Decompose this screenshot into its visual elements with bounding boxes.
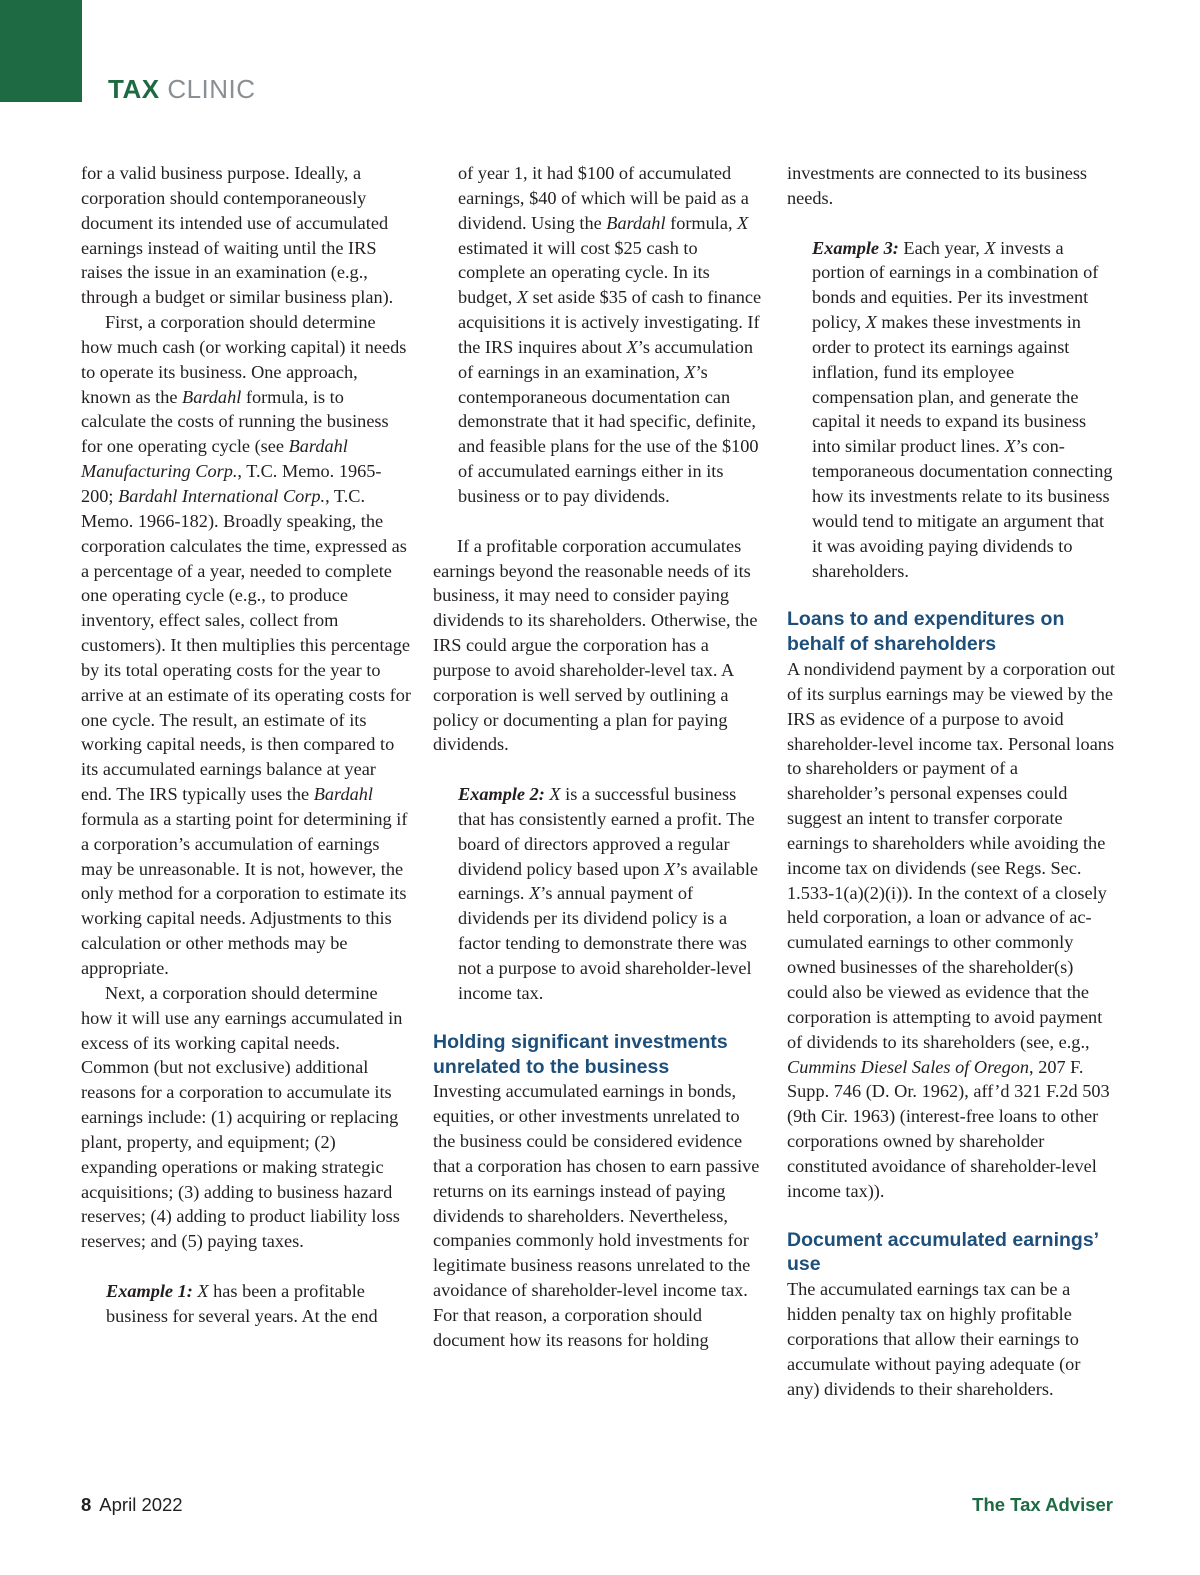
- publication-name: The Tax Adviser: [972, 1494, 1113, 1515]
- page-number: 8: [81, 1494, 92, 1515]
- section-label: [108, 74, 256, 105]
- article-column-3: [787, 161, 1117, 1402]
- section-heading: Loans to and expenditures on behalf of shareholders: [787, 608, 1065, 656]
- article-column-1: [81, 161, 411, 1329]
- page-footer-left: [81, 1494, 183, 1516]
- paragraph: investments are connected to its business needs.: [787, 163, 1088, 208]
- example-2: Example 2: X is a successful business that has consistently earned a profit. The board of directors approved a regular dividend policy based upon X’s available earnings. X’s annual payment of dividends per its dividend policy is a factor tending to demonstrate there was not a purpose to avoid shareholder-level income tax.: [458, 784, 759, 1003]
- example-3: Example 3: Each year, X invests a portion of earnings in a combination of bonds and equities. Per its investment policy, X makes these investments in order to protect its earnings against inflation, fund its employee compensation plan, and generate the capital it needs to expand its business into similar product lines. X’s contemporaneous documentation connecting how its investments relate to its business would tend to mitigate an argument that it was avoiding paying dividends to shareholders.: [812, 237, 1113, 581]
- example-1-continued: of year 1, it had $100 of accumulated earnings, $40 of which will be paid as a dividend. Using the Bardahl formula, X estimated it will cost $25 cash to complete an operating cycle. In its budget, X set aside $35 of cash to finance acquisitions it is actively investigating. If the IRS inquires about X’s accumulation of earnings in an examination, X’s contemporaneous documentation can demonstrate that it had specific, definite, and feasible plans for the use of the $100 of accumulated earnings either in its business or to pay dividends.: [458, 163, 762, 506]
- section-label-bold: TAX: [108, 74, 160, 104]
- paragraph: The accumulated earnings tax can be a hidden penalty tax on highly profitable corporations that allow their earnings to accumulate without paying adequate (or any) dividends to their shareholders.: [787, 1279, 1081, 1399]
- paragraph: A nondividend payment by a corporation out of its surplus earnings may be viewed by the IRS as evidence of a purpose to avoid shareholder-level income tax. Personal loans to shareholders or payment of a shareholder’s personal expenses could suggest an intent to transfer corporate earnings to shareholders while avoiding the income tax on dividends (see Regs. Sec. 1.533-1(a)(2)(i)). In the context of a closely held corporation, a loan or advance of accumulated earnings to other commonly owned businesses of the shareholder(s) could also be viewed as evidence that the corporation is attempting to avoid payment of dividends to its shareholders (see, e.g., Cummins Diesel Sales of Oregon, 207 F. Supp. 746 (D. Or. 1962), aff’d 321 F.2d 503 (9th Cir. 1963) (interest-free loans to other corporations owned by shareholder constituted avoidance of shareholder-level income tax)).: [787, 659, 1115, 1201]
- paragraph: for a valid business purpose. Ideally, a corporation should contemporaneously document its intended use of accumulated earnings instead of waiting until the IRS raises the issue in an examination (e.g., through a budget or similar business plan).: [81, 163, 394, 308]
- example-1-start: Example 1: X has been a profitable business for several years. At the end: [106, 1280, 378, 1326]
- paragraph: If a profitable corporation accumulates earnings beyond the reasonable needs of its business, it may need to consider paying dividends to its shareholders. Otherwise, the IRS could argue the corporation has a purpose to avoid shareholder-level tax. A corporation is well served by outlining a policy or documenting a plan for paying dividends.: [433, 535, 758, 755]
- section-color-tab: [0, 0, 82, 102]
- section-label-light: CLINIC: [167, 74, 256, 104]
- section-heading: Holding significant investments unrelated to the business: [433, 1030, 728, 1078]
- paragraph: Investing accumulated earnings in bonds, equities, or other investments unrelated to the business could be considered evidence that a corporation has chosen to earn passive returns on its earnings instead of paying dividends to shareholders. Nevertheless, companies commonly hold investments for legitimate business reasons unrelated to the avoidance of shareholder-level income tax. For that reason, a corporation should document how its reasons for holding: [433, 1081, 760, 1350]
- paragraph: Next, a corporation should determine how it will use any earnings accumulated in excess of its working capital needs. Common (but not exclusive) additional reasons for a corporation to accumulate its earnings include: (1) acquiring or replacing plant, property, and equipment; (2) expanding operations or making strategic acquisitions; (3) adding to business hazard reserves; (4) adding to product liability loss reserves; and (5) paying taxes.: [81, 982, 403, 1252]
- issue-date: April 2022: [99, 1494, 183, 1515]
- section-heading: Document accumulated earnings’ use: [787, 1228, 1099, 1276]
- paragraph: First, a corporation should determine how much cash (or working capital) it needs to operate its business. One approach, known as the Bardahl formula, is to calculate the costs of running the business for one operating cycle (see Bardahl Manufacturing Corp., T.C. Memo. 1965-200; Bardahl International Corp., T.C. Memo. 1966-182). Broadly speaking, the corporation calculates the time, expressed as a percentage of a year, needed to complete one operating cycle (e.g., to produce inventory, effect sales, collect from customers). It then multiplies this percentage by its total operating costs for the year to arrive at an estimate of its operating costs for one cycle. The result, an estimate of its working capital needs, is then compared to its accumulated earnings balance at year end. The IRS typically uses the Bardahl formula as a starting point for determining if a corporation’s accumulation of earnings may be unreasonable. It is not, however, the only method for a corporation to estimate its working capital needs. Adjustments to this calculation or other methods may be appropriate.: [81, 312, 411, 978]
- article-column-2: [433, 161, 763, 1353]
